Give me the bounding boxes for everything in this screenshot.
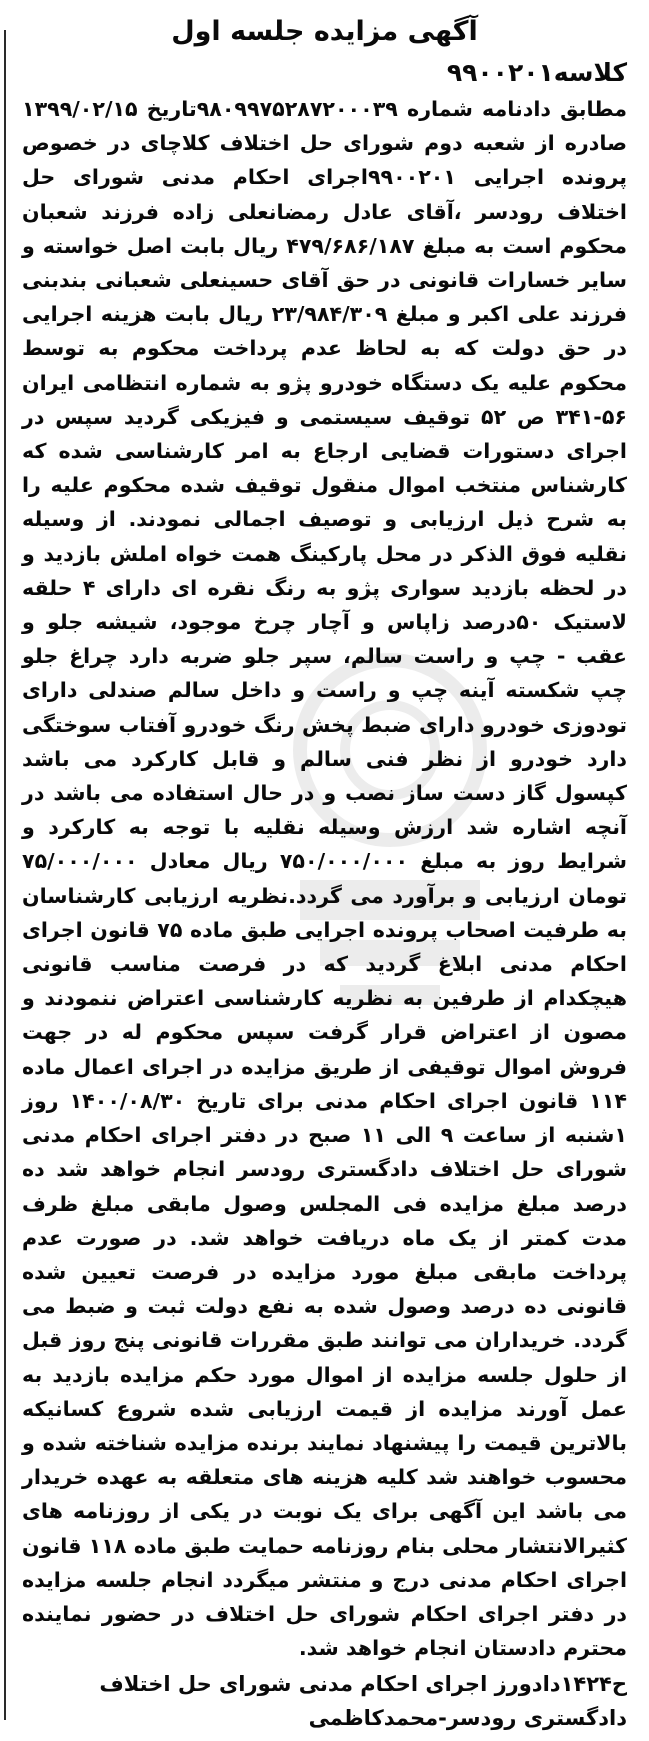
column-rule xyxy=(4,30,6,1720)
notice-body: مطابق دادنامه شماره ۹۸۰۹۹۷۵۲۸۷۲۰۰۰۳۹تاریخ ۱۳۹۹/۰۲/۱۵ صادره از شعبه دوم شورای حل اختلاف کلاچای در خصوص پرونده اجرایی ۹۹۰۰۲۰۱اجرای احکام مدنی شورای حل اختلاف رودسر ،آقای عادل رمضانعلی زاده فرزند شعبان محکوم است به مبلغ ۴۷۹/۶۸۶/۱۸۷ ریال بابت اصل خواسته و سایر خسارات قانونی در حق آقای حسینعلی شعبانی بندبنی فرزند علی اکبر و مبلغ ۲۳/۹۸۴/۳۰۹ ریال بابت هزینه اجرایی در حق دولت که به لحاظ عدم پرداخت محکوم به توسط محکوم علیه یک دستگاه خودرو پژو به شماره انتظامی ایران ۵۶-۳۴۱ ص ۵۲ توقیف سیستمی و فیزیکی گردید سپس در اجرای دستورات قضایی ارجاع به امر کارشناسی شده که کارشناس منتخب اموال منقول توقیف شده محکوم علیه را به شرح ذیل ارزیابی و توصیف اجمالی نمودند. از وسیله نقلیه فوق الذکر در محل پارکینگ همت خواه املش بازدید و در لحظه بازدید سواری پژو به رنگ نقره ای دارای ۴ حلقه لاستیک ۵۰درصد زاپاس و آچار چرخ موجود، شیشه جلو و عقب - چپ و راست سالم، سپر جلو ضربه دارد چراغ جلو چپ شکسته آینه چپ و راست و داخل سالم صندلی دارای تودوزی خودرو دارای ضبط پخش رنگ خودرو آفتاب سوختگی دارد خودرو از نظر فنی سالم و قابل کارکرد می باشد کپسول گاز دست ساز نصب و در حال استفاده می باشد در آنچه اشاره شد ارزش وسیله نقلیه با توجه به کارکرد و شرایط روز به مبلغ ۷۵۰/۰۰۰/۰۰۰ ریال معادل ۷۵/۰۰۰/۰۰۰ تومان ارزیابی و برآورد می گردد.نظریه ارزیابی کارشناسان به طرفیت اصحاب پرونده اجرایی طبق ماده ۷۵ قانون اجرای احکام مدنی ابلاغ گردید که در فرصت مناسب قانونی هیچکدام از طرفین به نظریه کارشناسی اعتراض ننمودند و مصون از اعتراض قرار گرفت سپس محکوم له در جهت فروش اموال توقیفی از طریق مزایده در اجرای اعمال ماده ۱۱۴ قانون اجرای احکام مدنی برای تاریخ ۱۴۰۰/۰۸/۳۰ روز ۱شنبه از ساعت ۹ الی ۱۱ صبح در دفتر اجرای احکام مدنی شورای حل اختلاف دادگستری رودسر انجام خواهد شد ده درصد مبلغ مزایده فی المجلس وصول مابقی مبلغ ظرف مدت کمتر از یک ماه دریافت خواهد شد. در صورت عدم پرداخت مابقی مبلغ مورد مزایده در فرصت تعیین شده قانونی ده درصد وصول شده به نفع دولت ثبت و ضبط می گردد. خریداران می توانند طبق مقررات قانونی پنج روز قبل از حلول جلسه مزایده از اموال مورد حکم مزایده بازدید به عمل آورند مزایده از قیمت ارزیابی شده شروع کسانیکه بالاترین قیمت را پیشنهاد نمایند برنده مزایده شناخته شده و محسوب خواهند شد کلیه هزینه های متعلقه به عهده خریدار می باشد این آگهی برای یک نوبت در یکی از روزنامه های کثیرالانتشار محلی بنام روزنامه حمایت طبق ماده ۱۱۸ قانون اجرای احکام مدنی درج و منتشر میگردد انجام جلسه مزایده در دفتر اجرای احکام شورای حل اختلاف در حضور نماینده محترم دادستان انجام خواهد شد. xyxy=(22,97,628,1661)
notice-title: آگهی مزایده جلسه اول xyxy=(171,16,478,47)
case-number: کلاسه۹۹۰۰۲۰۱ xyxy=(446,58,627,87)
notice-signature: ح۱۴۲۴دادورز اجرای احکام مدنی شورای حل اختلاف دادگستری رودسر-محمدکاظمی xyxy=(99,1672,627,1731)
